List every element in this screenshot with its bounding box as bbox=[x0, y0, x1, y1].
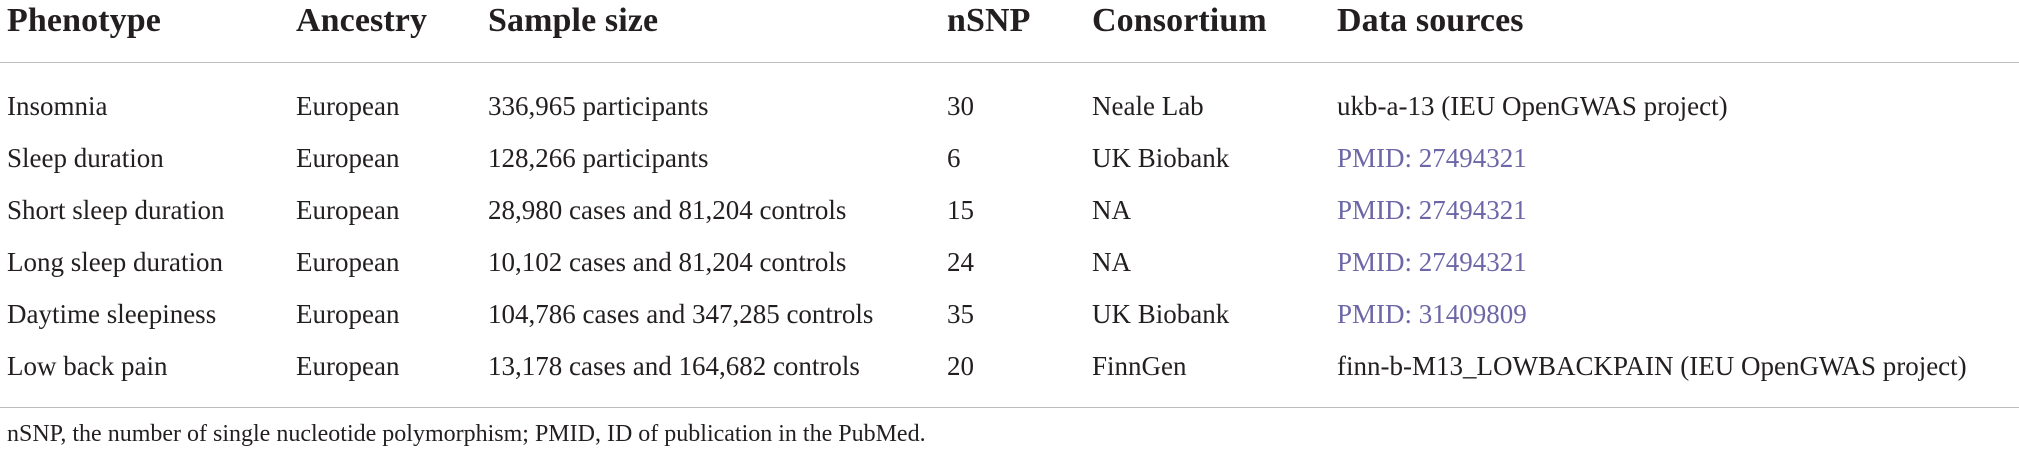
table-row bbox=[0, 91, 2019, 143]
pmid-link[interactable]: PMID: 27494321 bbox=[1337, 143, 1527, 173]
cell-consortium: UK Biobank bbox=[1092, 143, 1230, 173]
cell-phenotype: Low back pain bbox=[7, 351, 168, 381]
table-header-row bbox=[0, 0, 2019, 46]
header-nsnp: nSNP bbox=[947, 2, 1031, 39]
header-divider bbox=[0, 62, 2019, 63]
cell-consortium: NA bbox=[1092, 247, 1131, 277]
table-row bbox=[0, 299, 2019, 351]
cell-nsnp: 6 bbox=[947, 143, 961, 173]
cell-data-source: finn-b-M13_LOWBACKPAIN (IEU OpenGWAS project) bbox=[1337, 351, 1967, 381]
table-row bbox=[0, 195, 2019, 247]
cell-phenotype: Daytime sleepiness bbox=[7, 299, 217, 329]
header-consortium: Consortium bbox=[1092, 2, 1267, 39]
table-row bbox=[0, 351, 2019, 403]
cell-consortium: UK Biobank bbox=[1092, 299, 1230, 329]
cell-consortium: NA bbox=[1092, 195, 1131, 225]
header-sample-size: Sample size bbox=[488, 2, 659, 39]
cell-sample-size: 13,178 cases and 164,682 controls bbox=[488, 351, 860, 381]
cell-phenotype: Sleep duration bbox=[7, 143, 164, 173]
pmid-link[interactable]: PMID: 31409809 bbox=[1337, 299, 1527, 329]
pmid-link[interactable]: PMID: 27494321 bbox=[1337, 195, 1527, 225]
cell-nsnp: 35 bbox=[947, 299, 974, 329]
cell-nsnp: 24 bbox=[947, 247, 974, 277]
cell-ancestry: European bbox=[296, 351, 400, 381]
cell-nsnp: 30 bbox=[947, 91, 974, 121]
cell-ancestry: European bbox=[296, 143, 400, 173]
cell-sample-size: 336,965 participants bbox=[488, 91, 709, 121]
cell-consortium: FinnGen bbox=[1092, 351, 1187, 381]
cell-data-source: ukb-a-13 (IEU OpenGWAS project) bbox=[1337, 91, 1728, 121]
table-row bbox=[0, 143, 2019, 195]
header-phenotype: Phenotype bbox=[7, 2, 161, 39]
pmid-link[interactable]: PMID: 27494321 bbox=[1337, 247, 1527, 277]
cell-nsnp: 15 bbox=[947, 195, 974, 225]
header-data-sources: Data sources bbox=[1337, 2, 1524, 39]
cell-phenotype: Insomnia bbox=[7, 91, 108, 121]
table-row bbox=[0, 247, 2019, 299]
header-ancestry: Ancestry bbox=[296, 2, 428, 39]
cell-phenotype: Short sleep duration bbox=[7, 195, 225, 225]
cell-sample-size: 104,786 cases and 347,285 controls bbox=[488, 299, 874, 329]
cell-ancestry: European bbox=[296, 299, 400, 329]
cell-sample-size: 28,980 cases and 81,204 controls bbox=[488, 195, 847, 225]
cell-sample-size: 128,266 participants bbox=[488, 143, 709, 173]
cell-nsnp: 20 bbox=[947, 351, 974, 381]
cell-ancestry: European bbox=[296, 91, 400, 121]
cell-ancestry: European bbox=[296, 247, 400, 277]
table-footnote: nSNP, the number of single nucleotide polymorphism; PMID, ID of publication in the PubMed. bbox=[7, 421, 926, 447]
cell-consortium: Neale Lab bbox=[1092, 91, 1204, 121]
table-bottom-divider bbox=[0, 407, 2019, 408]
cell-phenotype: Long sleep duration bbox=[7, 247, 223, 277]
cell-sample-size: 10,102 cases and 81,204 controls bbox=[488, 247, 847, 277]
cell-ancestry: European bbox=[296, 195, 400, 225]
